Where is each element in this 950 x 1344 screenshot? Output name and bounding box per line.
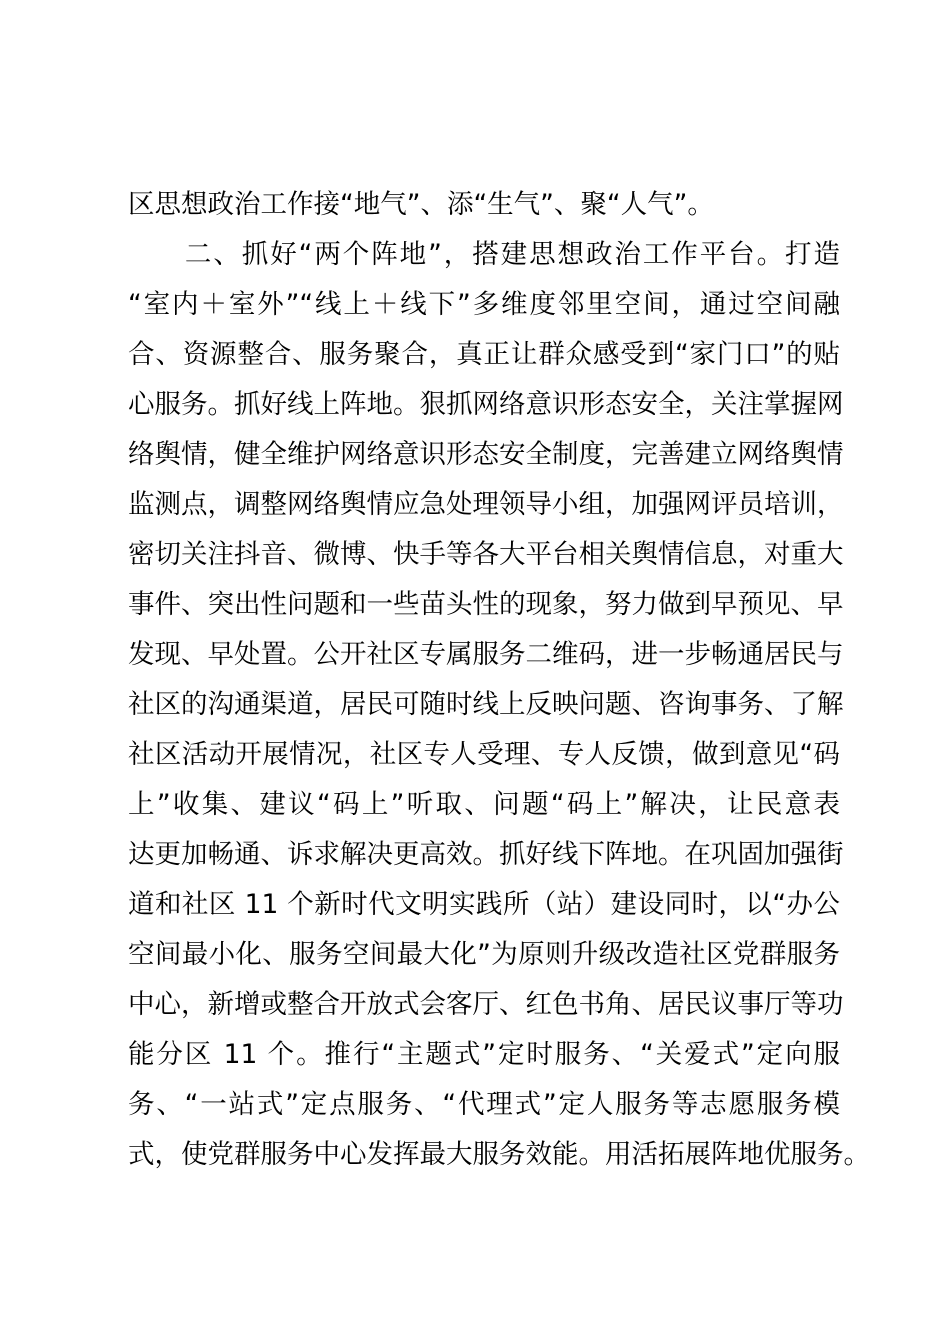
text-line: 二、抓好“两个阵地”，搭建思想政治工作平台。打造 — [128, 239, 840, 270]
text-line: 事件、突出性问题和一些苗头性的现象，努力做到早预见、早 — [128, 589, 844, 620]
text-line: 区思想政治工作接“地气”、添“生气”、聚“人气”。 — [128, 189, 714, 220]
text-line: 心服务。抓好线上阵地。狠抓网络意识形态安全，关注掌握网 — [128, 389, 844, 420]
text-line: “室内＋室外”“线上＋线下”多维度邻里空间，通过空间融 — [128, 289, 840, 320]
text-line: 上”收集、建议“码上”听取、问题“码上”解决，让民意表 — [128, 789, 840, 820]
text-line: 发现、早处置。公开社区专属服务二维码，进一步畅通居民与 — [128, 639, 844, 670]
text-line: 密切关注抖音、微博、快手等各大平台相关舆情信息，对重大 — [128, 539, 844, 570]
text-line: 道和社区 11 个新时代文明实践所（站）建设同时，以“办公 — [128, 889, 840, 920]
text-line: 达更加畅通、诉求解决更高效。抓好线下阵地。在巩固加强街 — [128, 839, 844, 870]
text-line: 社区的沟通渠道，居民可随时线上反映问题、咨询事务、了解 — [128, 689, 844, 720]
body-text — [128, 180, 870, 1180]
text-line: 社区活动开展情况，社区专人受理、专人反馈，做到意见“码 — [128, 739, 840, 770]
text-line: 空间最小化、服务空间最大化”为原则升级改造社区党群服务 — [128, 939, 840, 970]
text-line: 监测点，调整网络舆情应急处理领导小组，加强网评员培训， — [128, 489, 844, 520]
text-line: 合、资源整合、服务聚合，真正让群众感受到“家门口”的贴 — [128, 339, 840, 370]
text-line: 中心，新增或整合开放式会客厅、红色书角、居民议事厅等功 — [128, 989, 844, 1020]
text-line: 务、“一站式”定点服务、“代理式”定人服务等志愿服务模 — [128, 1089, 840, 1120]
text-line: 能分区 11 个。推行“主题式”定时服务、“关爱式”定向服 — [128, 1039, 840, 1070]
text-line: 式，使党群服务中心发挥最大服务效能。用活拓展阵地优服务。 — [128, 1139, 870, 1170]
text-line: 络舆情，健全维护网络意识形态安全制度，完善建立网络舆情 — [128, 439, 844, 470]
